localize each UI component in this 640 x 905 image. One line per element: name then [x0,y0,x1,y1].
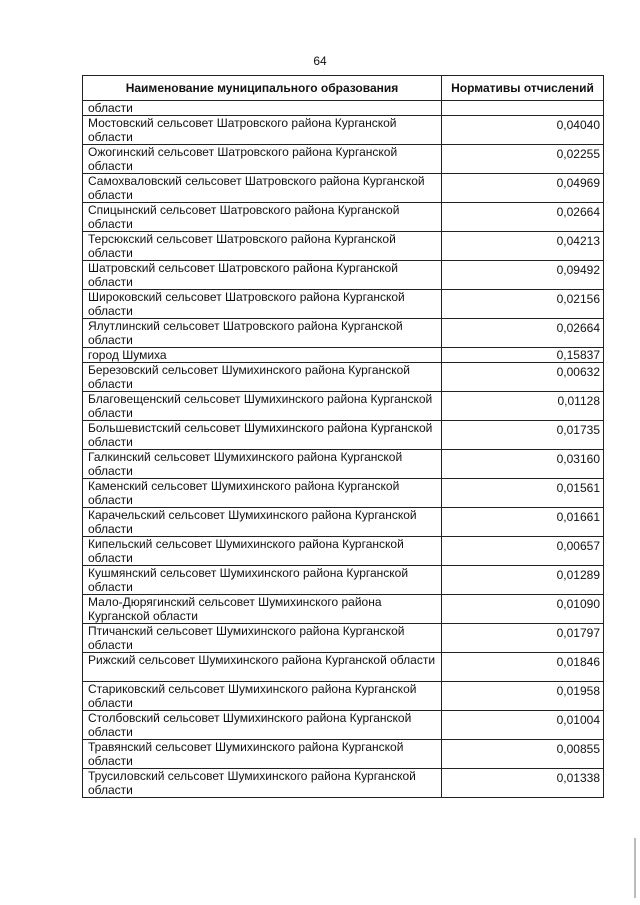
norm-value-cell: 0,01846 [442,653,604,682]
table-row [83,101,604,116]
table-row [83,232,604,261]
table-row [83,624,604,653]
norm-value-cell: 0,01958 [442,682,604,711]
municipality-name-cell: Самохваловский сельсовет Шатровского района Курганской области [83,174,442,203]
table-row [83,174,604,203]
table-row [83,290,604,319]
table-row [83,261,604,290]
norm-value-cell: 0,00855 [442,740,604,769]
norm-value-cell: 0,01090 [442,595,604,624]
municipality-name-cell: Трусиловский сельсовет Шумихинского района Курганской области [83,769,442,798]
norm-value-cell: 0,01561 [442,479,604,508]
table-row [83,363,604,392]
municipality-name-cell: Каменский сельсовет Шумихинского района Курганской области [83,479,442,508]
norm-value-cell: 0,03160 [442,450,604,479]
table-row [83,116,604,145]
municipality-name-cell: Стариковский сельсовет Шумихинского района Курганской области [83,682,442,711]
scan-edge-mark [634,838,636,898]
norm-value-cell: 0,04969 [442,174,604,203]
table-row [83,595,604,624]
municipality-name-cell: Ожогинский сельсовет Шатровского района Курганской области [83,145,442,174]
municipality-name-cell: Терсюкский сельсовет Шатровского района Курганской области [83,232,442,261]
norm-value-cell: 0,00632 [442,363,604,392]
municipality-name-cell: Ялутлинский сельсовет Шатровского района Курганской области [83,319,442,348]
norm-value-cell: 0,09492 [442,261,604,290]
municipality-name-cell: Рижский сельсовет Шумихинского района Курганской области [83,653,442,682]
norm-value-cell: 0,04040 [442,116,604,145]
municipality-name-cell: Шатровский сельсовет Шатровского района Курганской области [83,261,442,290]
norms-table [82,75,604,798]
municipality-name-cell: Спицынский сельсовет Шатровского района Курганской области [83,203,442,232]
norm-value-cell: 0,01128 [442,392,604,421]
table-row [83,450,604,479]
municipality-name-cell: Травянский сельсовет Шумихинского района Курганской области [83,740,442,769]
municipality-name-cell: Благовещенский сельсовет Шумихинского района Курганской области [83,392,442,421]
table-row [83,421,604,450]
norm-value-cell: 0,01797 [442,624,604,653]
table-header-row [83,76,604,101]
municipality-name-cell: Большевистский сельсовет Шумихинского района Курганской области [83,421,442,450]
table-row [83,348,604,363]
municipality-name-cell: Березовский сельсовет Шумихинского района Курганской области [83,363,442,392]
table-row [83,319,604,348]
norm-value-cell: 0,01735 [442,421,604,450]
norm-value-cell: 0,02664 [442,319,604,348]
municipality-name-cell: Кушмянский сельсовет Шумихинского района Курганской области [83,566,442,595]
norm-value-cell: 0,01661 [442,508,604,537]
municipality-name-cell: Карачельский сельсовет Шумихинского района Курганской области [83,508,442,537]
table-body [83,101,604,798]
municipality-name-cell: Широковский сельсовет Шатровского района Курганской области [83,290,442,319]
table-row [83,392,604,421]
norm-value-cell: 0,02664 [442,203,604,232]
table-row [83,711,604,740]
norm-value-cell: 0,15837 [442,348,604,363]
table-row [83,203,604,232]
municipality-name-cell: Галкинский сельсовет Шумихинского района Курганской области [83,450,442,479]
norm-value-cell: 0,02255 [442,145,604,174]
table-row [83,145,604,174]
table-row [83,566,604,595]
column-header-municipality: Наименование муниципального образования [83,76,442,101]
municipality-name-cell: Мало-Дюрягинский сельсовет Шумихинского района Курганской области [83,595,442,624]
page-number: 64 [313,54,327,68]
norm-value-cell: 0,02156 [442,290,604,319]
table-row [83,740,604,769]
municipality-name-cell: Мостовский сельсовет Шатровского района Курганской области [83,116,442,145]
norm-value-cell: 0,00657 [442,537,604,566]
municipality-name-cell: Столбовский сельсовет Шумихинского района Курганской области [83,711,442,740]
table-row [83,537,604,566]
table-row [83,479,604,508]
norm-value-cell: 0,01004 [442,711,604,740]
norm-value-cell: 0,04213 [442,232,604,261]
table-row [83,682,604,711]
norm-value-cell: 0,01338 [442,769,604,798]
norm-value-cell [442,101,604,116]
municipality-name-cell: области [83,101,442,116]
table-row [83,653,604,682]
table-row [83,508,604,537]
municipality-name-cell: Кипельский сельсовет Шумихинского района Курганской области [83,537,442,566]
norm-value-cell: 0,01289 [442,566,604,595]
table-row [83,769,604,798]
column-header-norms: Нормативы отчислений [442,76,604,101]
municipality-name-cell: Птичанский сельсовет Шумихинского района Курганской области [83,624,442,653]
municipality-name-cell: город Шумиха [83,348,442,363]
